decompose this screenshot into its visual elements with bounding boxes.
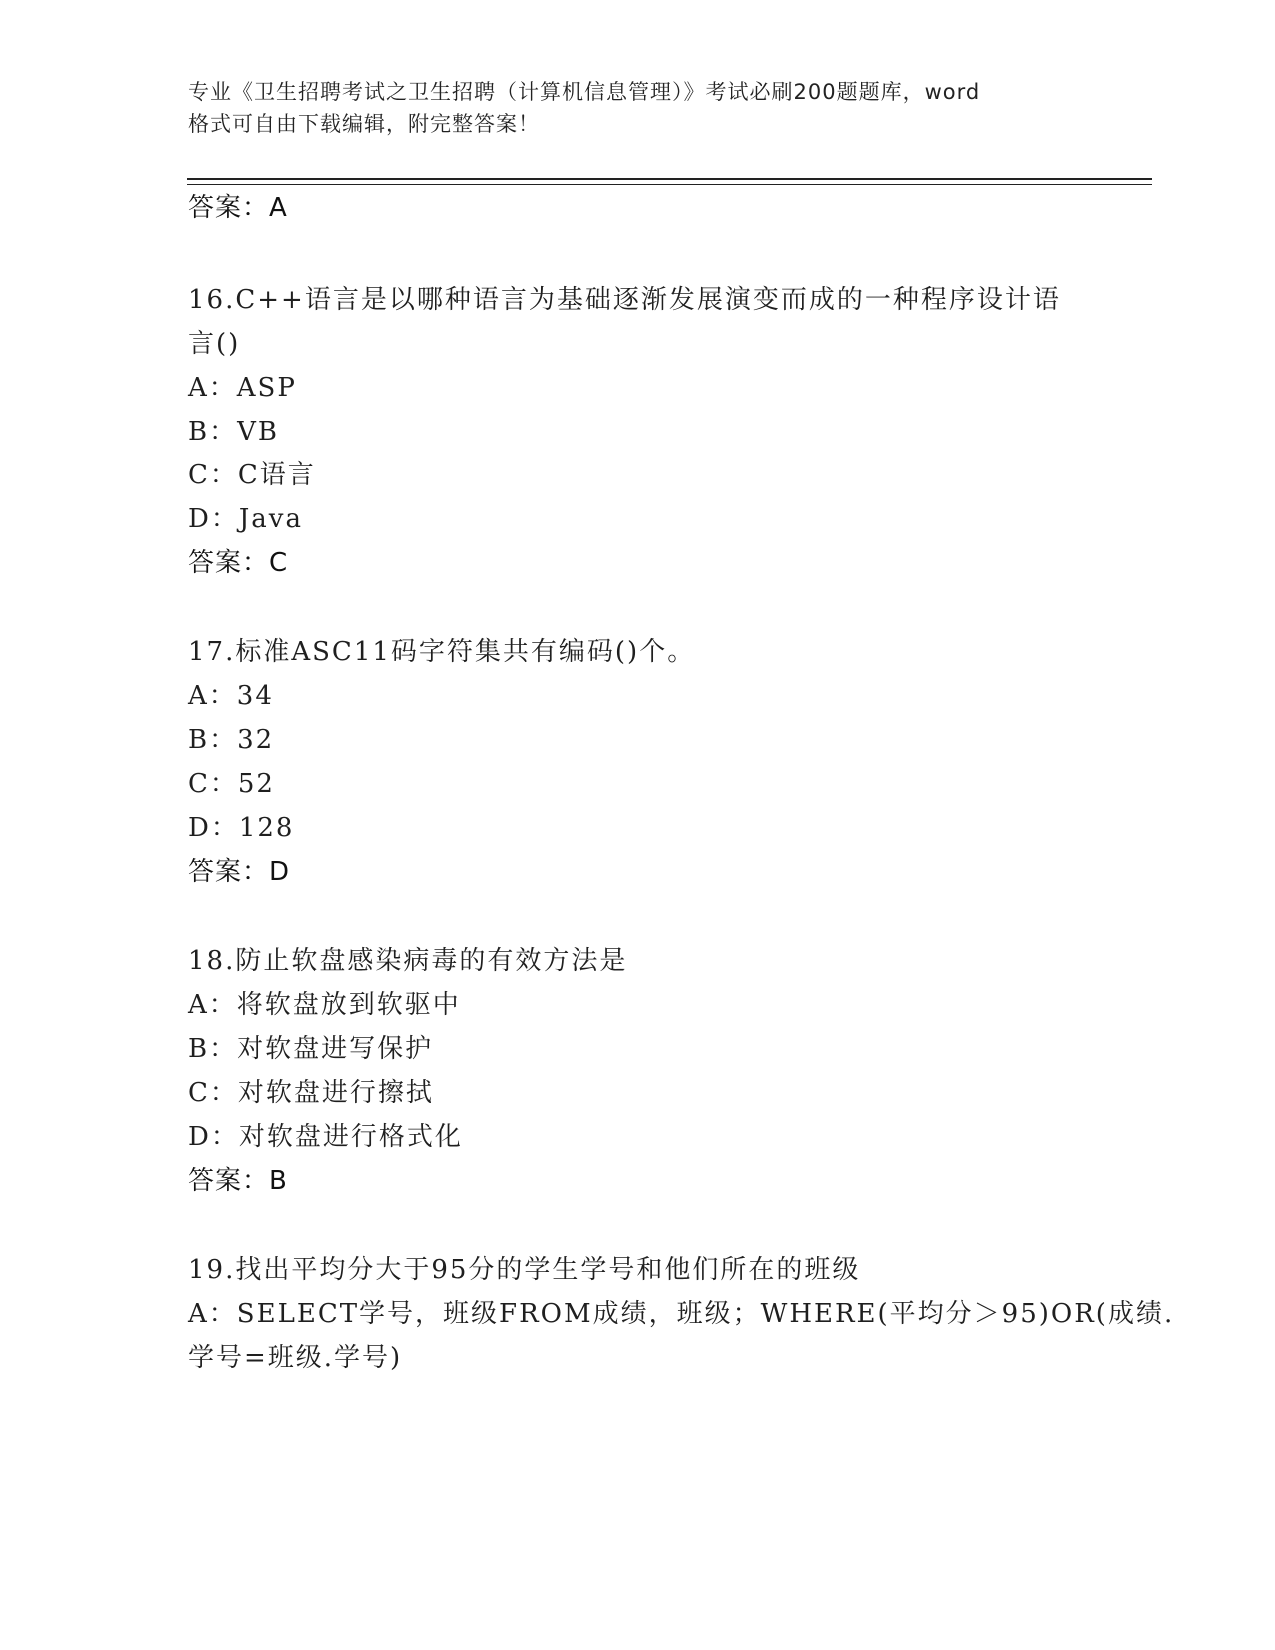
question-16-option-a: A：ASP [188, 373, 297, 403]
question-17-stem-1: 17.标准ASC11码字符集共有编码()个。 [188, 637, 696, 667]
question-16-option-d: D：Java [188, 504, 303, 534]
question-16-option-c: C：C语言 [188, 460, 316, 490]
document-header [188, 76, 1088, 140]
question-17-option-b: B：32 [188, 725, 275, 755]
question-17-option-a: A：34 [188, 681, 274, 711]
answer-15: 答案：A [188, 193, 288, 223]
question-17-option-d: D：128 [188, 813, 295, 843]
question-16-stem-1: 16.C++语言是以哪种语言为基础逐渐发展演变而成的一种程序设计语 [188, 285, 1061, 315]
question-17-answer: 答案：D [188, 857, 291, 887]
question-18-stem-1: 18.防止软盘感染病毒的有效方法是 [188, 946, 628, 976]
question-18-option-d: D：对软盘进行格式化 [188, 1122, 463, 1152]
question-19-option-a-line-1: A：SELECT学号，班级FROM成绩，班级；WHERE(平均分＞95)OR(成绩. [188, 1299, 1175, 1329]
question-16-answer: 答案：C [188, 548, 289, 578]
question-17-option-c: C：52 [188, 769, 275, 799]
header-line-2: 格式可自由下载编辑，附完整答案！ [188, 112, 540, 136]
question-16-stem-2: 言() [188, 329, 241, 359]
question-19-stem-1: 19.找出平均分大于95分的学生学号和他们所在的班级 [188, 1255, 861, 1285]
header-line-1: 专业《卫生招聘考试之卫生招聘（计算机信息管理）》考试必刷200题题库，word [188, 80, 981, 104]
question-19-option-a-line-2: 学号=班级.学号) [188, 1343, 403, 1373]
question-16-option-b: B：VB [188, 417, 279, 447]
question-18-answer: 答案：B [188, 1166, 288, 1196]
header-divider-thin [187, 184, 1152, 185]
question-18-option-c: C：对软盘进行擦拭 [188, 1078, 434, 1108]
header-divider-thick [187, 178, 1152, 180]
question-18-option-b: B：对软盘进写保护 [188, 1034, 434, 1064]
question-18-option-a: A：将软盘放到软驱中 [188, 990, 461, 1020]
